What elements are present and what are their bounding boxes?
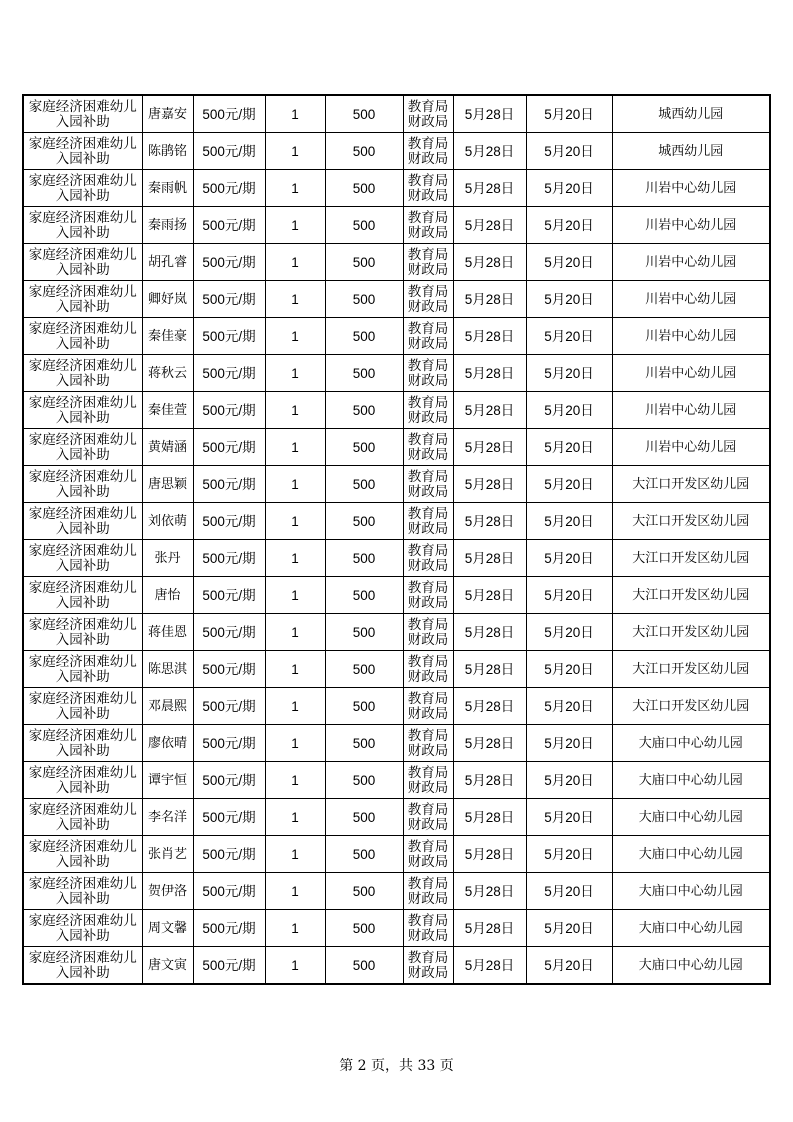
child-name-cell: 黄婧涵 — [142, 429, 193, 466]
kindergarten-cell: 大庙口中心幼儿园 — [612, 799, 770, 836]
count-cell: 1 — [265, 651, 325, 688]
date-cell: 5月28日 — [453, 281, 526, 318]
date-cell: 5月28日 — [453, 614, 526, 651]
subsidy-item-cell: 家庭经济困难幼儿入园补助 — [23, 836, 142, 873]
table-body — [23, 95, 770, 984]
date-cell: 5月20日 — [526, 503, 612, 540]
count-cell: 1 — [265, 392, 325, 429]
kindergarten-cell: 大江口开发区幼儿园 — [612, 688, 770, 725]
date-cell: 5月20日 — [526, 614, 612, 651]
kindergarten-cell: 大江口开发区幼儿园 — [612, 503, 770, 540]
standard-cell: 500元/期 — [193, 95, 265, 133]
standard-cell: 500元/期 — [193, 577, 265, 614]
subsidy-item-cell: 家庭经济困难幼儿入园补助 — [23, 873, 142, 910]
subsidy-item-cell: 家庭经济困难幼儿入园补助 — [23, 466, 142, 503]
table-row — [23, 577, 770, 614]
amount-cell: 500 — [325, 540, 403, 577]
kindergarten-cell: 大江口开发区幼儿园 — [612, 614, 770, 651]
count-cell: 1 — [265, 688, 325, 725]
kindergarten-cell: 大庙口中心幼儿园 — [612, 873, 770, 910]
date-cell: 5月28日 — [453, 540, 526, 577]
department-cell: 教育局财政局 — [403, 355, 453, 392]
standard-cell: 500元/期 — [193, 947, 265, 985]
count-cell: 1 — [265, 614, 325, 651]
amount-cell: 500 — [325, 577, 403, 614]
standard-cell: 500元/期 — [193, 244, 265, 281]
page-number: 第 2 页，共 33 页 — [339, 1058, 454, 1074]
date-cell: 5月28日 — [453, 170, 526, 207]
date-cell: 5月20日 — [526, 281, 612, 318]
count-cell: 1 — [265, 355, 325, 392]
date-cell: 5月28日 — [453, 392, 526, 429]
subsidy-item-cell: 家庭经济困难幼儿入园补助 — [23, 725, 142, 762]
date-cell: 5月20日 — [526, 540, 612, 577]
department-cell: 教育局财政局 — [403, 170, 453, 207]
subsidy-item-cell: 家庭经济困难幼儿入园补助 — [23, 540, 142, 577]
date-cell: 5月20日 — [526, 133, 612, 170]
date-cell: 5月28日 — [453, 318, 526, 355]
date-cell: 5月20日 — [526, 799, 612, 836]
date-cell: 5月20日 — [526, 688, 612, 725]
department-cell: 教育局财政局 — [403, 133, 453, 170]
amount-cell: 500 — [325, 170, 403, 207]
standard-cell: 500元/期 — [193, 540, 265, 577]
table-row — [23, 466, 770, 503]
child-name-cell: 贺伊洛 — [142, 873, 193, 910]
child-name-cell: 陈鹃铭 — [142, 133, 193, 170]
table-row — [23, 762, 770, 799]
child-name-cell: 秦雨帆 — [142, 170, 193, 207]
kindergarten-cell: 大庙口中心幼儿园 — [612, 836, 770, 873]
department-cell: 教育局财政局 — [403, 207, 453, 244]
amount-cell: 500 — [325, 688, 403, 725]
standard-cell: 500元/期 — [193, 910, 265, 947]
department-cell: 教育局财政局 — [403, 651, 453, 688]
date-cell: 5月28日 — [453, 873, 526, 910]
amount-cell: 500 — [325, 95, 403, 133]
child-name-cell: 唐文寅 — [142, 947, 193, 985]
department-cell: 教育局财政局 — [403, 910, 453, 947]
date-cell: 5月28日 — [453, 503, 526, 540]
department-cell: 教育局财政局 — [403, 95, 453, 133]
date-cell: 5月20日 — [526, 836, 612, 873]
date-cell: 5月20日 — [526, 318, 612, 355]
date-cell: 5月20日 — [526, 873, 612, 910]
child-name-cell: 秦佳豪 — [142, 318, 193, 355]
date-cell: 5月28日 — [453, 244, 526, 281]
standard-cell: 500元/期 — [193, 651, 265, 688]
kindergarten-cell: 川岩中心幼儿园 — [612, 355, 770, 392]
subsidy-item-cell: 家庭经济困难幼儿入园补助 — [23, 910, 142, 947]
table-row — [23, 503, 770, 540]
standard-cell: 500元/期 — [193, 392, 265, 429]
date-cell: 5月28日 — [453, 799, 526, 836]
amount-cell: 500 — [325, 762, 403, 799]
subsidy-item-cell: 家庭经济困难幼儿入园补助 — [23, 170, 142, 207]
date-cell: 5月20日 — [526, 651, 612, 688]
department-cell: 教育局财政局 — [403, 318, 453, 355]
department-cell: 教育局财政局 — [403, 577, 453, 614]
count-cell: 1 — [265, 318, 325, 355]
kindergarten-cell: 川岩中心幼儿园 — [612, 207, 770, 244]
standard-cell: 500元/期 — [193, 318, 265, 355]
standard-cell: 500元/期 — [193, 429, 265, 466]
table-row — [23, 133, 770, 170]
count-cell: 1 — [265, 910, 325, 947]
kindergarten-cell: 大庙口中心幼儿园 — [612, 947, 770, 985]
amount-cell: 500 — [325, 651, 403, 688]
child-name-cell: 陈思淇 — [142, 651, 193, 688]
count-cell: 1 — [265, 725, 325, 762]
date-cell: 5月20日 — [526, 429, 612, 466]
kindergarten-cell: 大庙口中心幼儿园 — [612, 910, 770, 947]
kindergarten-cell: 川岩中心幼儿园 — [612, 392, 770, 429]
child-name-cell: 周文馨 — [142, 910, 193, 947]
amount-cell: 500 — [325, 503, 403, 540]
subsidy-item-cell: 家庭经济困难幼儿入园补助 — [23, 614, 142, 651]
standard-cell: 500元/期 — [193, 133, 265, 170]
date-cell: 5月28日 — [453, 95, 526, 133]
date-cell: 5月28日 — [453, 355, 526, 392]
department-cell: 教育局财政局 — [403, 725, 453, 762]
department-cell: 教育局财政局 — [403, 281, 453, 318]
table-row — [23, 836, 770, 873]
subsidy-item-cell: 家庭经济困难幼儿入园补助 — [23, 762, 142, 799]
child-name-cell: 谭宇恒 — [142, 762, 193, 799]
child-name-cell: 秦佳萱 — [142, 392, 193, 429]
table-row — [23, 614, 770, 651]
kindergarten-cell: 川岩中心幼儿园 — [612, 318, 770, 355]
subsidy-item-cell: 家庭经济困难幼儿入园补助 — [23, 95, 142, 133]
kindergarten-cell: 大江口开发区幼儿园 — [612, 540, 770, 577]
table-row — [23, 244, 770, 281]
table-row — [23, 799, 770, 836]
date-cell: 5月20日 — [526, 392, 612, 429]
child-name-cell: 邓晨熙 — [142, 688, 193, 725]
table-row — [23, 355, 770, 392]
date-cell: 5月28日 — [453, 207, 526, 244]
standard-cell: 500元/期 — [193, 503, 265, 540]
amount-cell: 500 — [325, 947, 403, 985]
amount-cell: 500 — [325, 133, 403, 170]
kindergarten-cell: 大江口开发区幼儿园 — [612, 466, 770, 503]
date-cell: 5月28日 — [453, 429, 526, 466]
subsidy-item-cell: 家庭经济困难幼儿入园补助 — [23, 281, 142, 318]
count-cell: 1 — [265, 873, 325, 910]
department-cell: 教育局财政局 — [403, 799, 453, 836]
subsidy-item-cell: 家庭经济困难幼儿入园补助 — [23, 947, 142, 985]
child-name-cell: 唐怡 — [142, 577, 193, 614]
amount-cell: 500 — [325, 318, 403, 355]
count-cell: 1 — [265, 95, 325, 133]
amount-cell: 500 — [325, 466, 403, 503]
table-row — [23, 910, 770, 947]
department-cell: 教育局财政局 — [403, 762, 453, 799]
standard-cell: 500元/期 — [193, 170, 265, 207]
department-cell: 教育局财政局 — [403, 503, 453, 540]
child-name-cell: 胡孔睿 — [142, 244, 193, 281]
subsidy-item-cell: 家庭经济困难幼儿入园补助 — [23, 244, 142, 281]
subsidy-item-cell: 家庭经济困难幼儿入园补助 — [23, 133, 142, 170]
subsidy-item-cell: 家庭经济困难幼儿入园补助 — [23, 318, 142, 355]
standard-cell: 500元/期 — [193, 762, 265, 799]
count-cell: 1 — [265, 170, 325, 207]
date-cell: 5月20日 — [526, 762, 612, 799]
kindergarten-cell: 川岩中心幼儿园 — [612, 170, 770, 207]
child-name-cell: 唐思颖 — [142, 466, 193, 503]
standard-cell: 500元/期 — [193, 466, 265, 503]
table-row — [23, 947, 770, 985]
subsidy-item-cell: 家庭经济困难幼儿入园补助 — [23, 355, 142, 392]
date-cell: 5月20日 — [526, 170, 612, 207]
date-cell: 5月28日 — [453, 910, 526, 947]
kindergarten-cell: 川岩中心幼儿园 — [612, 244, 770, 281]
department-cell: 教育局财政局 — [403, 688, 453, 725]
count-cell: 1 — [265, 281, 325, 318]
amount-cell: 500 — [325, 207, 403, 244]
date-cell: 5月20日 — [526, 207, 612, 244]
table-row — [23, 873, 770, 910]
count-cell: 1 — [265, 429, 325, 466]
kindergarten-cell: 大庙口中心幼儿园 — [612, 725, 770, 762]
department-cell: 教育局财政局 — [403, 466, 453, 503]
amount-cell: 500 — [325, 392, 403, 429]
child-name-cell: 李名洋 — [142, 799, 193, 836]
table-row — [23, 392, 770, 429]
child-name-cell: 刘依萌 — [142, 503, 193, 540]
department-cell: 教育局财政局 — [403, 614, 453, 651]
subsidy-item-cell: 家庭经济困难幼儿入园补助 — [23, 392, 142, 429]
count-cell: 1 — [265, 244, 325, 281]
count-cell: 1 — [265, 947, 325, 985]
kindergarten-cell: 大江口开发区幼儿园 — [612, 577, 770, 614]
subsidy-item-cell: 家庭经济困难幼儿入园补助 — [23, 429, 142, 466]
child-name-cell: 张肖艺 — [142, 836, 193, 873]
kindergarten-cell: 川岩中心幼儿园 — [612, 429, 770, 466]
kindergarten-cell: 川岩中心幼儿园 — [612, 281, 770, 318]
table-row — [23, 651, 770, 688]
standard-cell: 500元/期 — [193, 873, 265, 910]
date-cell: 5月20日 — [526, 725, 612, 762]
standard-cell: 500元/期 — [193, 207, 265, 244]
table-row — [23, 281, 770, 318]
subsidy-item-cell: 家庭经济困难幼儿入园补助 — [23, 799, 142, 836]
table-row — [23, 207, 770, 244]
amount-cell: 500 — [325, 725, 403, 762]
kindergarten-cell: 大江口开发区幼儿园 — [612, 651, 770, 688]
table-row — [23, 725, 770, 762]
date-cell: 5月28日 — [453, 725, 526, 762]
count-cell: 1 — [265, 466, 325, 503]
count-cell: 1 — [265, 799, 325, 836]
date-cell: 5月20日 — [526, 466, 612, 503]
amount-cell: 500 — [325, 836, 403, 873]
count-cell: 1 — [265, 207, 325, 244]
standard-cell: 500元/期 — [193, 725, 265, 762]
child-name-cell: 蒋佳恩 — [142, 614, 193, 651]
standard-cell: 500元/期 — [193, 355, 265, 392]
date-cell: 5月28日 — [453, 836, 526, 873]
subsidy-item-cell: 家庭经济困难幼儿入园补助 — [23, 503, 142, 540]
date-cell: 5月28日 — [453, 947, 526, 985]
kindergarten-cell: 城西幼儿园 — [612, 133, 770, 170]
standard-cell: 500元/期 — [193, 281, 265, 318]
standard-cell: 500元/期 — [193, 688, 265, 725]
amount-cell: 500 — [325, 799, 403, 836]
child-name-cell: 蒋秋云 — [142, 355, 193, 392]
table-row — [23, 688, 770, 725]
date-cell: 5月28日 — [453, 651, 526, 688]
count-cell: 1 — [265, 836, 325, 873]
department-cell: 教育局财政局 — [403, 429, 453, 466]
date-cell: 5月28日 — [453, 133, 526, 170]
department-cell: 教育局财政局 — [403, 540, 453, 577]
standard-cell: 500元/期 — [193, 836, 265, 873]
child-name-cell: 秦雨扬 — [142, 207, 193, 244]
child-name-cell: 卿妤岚 — [142, 281, 193, 318]
count-cell: 1 — [265, 540, 325, 577]
table-row — [23, 429, 770, 466]
amount-cell: 500 — [325, 614, 403, 651]
department-cell: 教育局财政局 — [403, 392, 453, 429]
date-cell: 5月20日 — [526, 910, 612, 947]
department-cell: 教育局财政局 — [403, 947, 453, 985]
department-cell: 教育局财政局 — [403, 244, 453, 281]
table-row — [23, 318, 770, 355]
count-cell: 1 — [265, 762, 325, 799]
kindergarten-cell: 大庙口中心幼儿园 — [612, 762, 770, 799]
amount-cell: 500 — [325, 281, 403, 318]
department-cell: 教育局财政局 — [403, 873, 453, 910]
date-cell: 5月28日 — [453, 688, 526, 725]
amount-cell: 500 — [325, 429, 403, 466]
count-cell: 1 — [265, 577, 325, 614]
date-cell: 5月20日 — [526, 355, 612, 392]
subsidy-item-cell: 家庭经济困难幼儿入园补助 — [23, 207, 142, 244]
date-cell: 5月28日 — [453, 466, 526, 503]
date-cell: 5月28日 — [453, 762, 526, 799]
date-cell: 5月20日 — [526, 947, 612, 985]
subsidy-table — [22, 94, 771, 985]
amount-cell: 500 — [325, 355, 403, 392]
table-row — [23, 95, 770, 133]
date-cell: 5月20日 — [526, 95, 612, 133]
amount-cell: 500 — [325, 873, 403, 910]
kindergarten-cell: 城西幼儿园 — [612, 95, 770, 133]
standard-cell: 500元/期 — [193, 614, 265, 651]
date-cell: 5月20日 — [526, 577, 612, 614]
table-row — [23, 170, 770, 207]
standard-cell: 500元/期 — [193, 799, 265, 836]
count-cell: 1 — [265, 133, 325, 170]
subsidy-item-cell: 家庭经济困难幼儿入园补助 — [23, 577, 142, 614]
child-name-cell: 唐嘉安 — [142, 95, 193, 133]
count-cell: 1 — [265, 503, 325, 540]
department-cell: 教育局财政局 — [403, 836, 453, 873]
child-name-cell: 张丹 — [142, 540, 193, 577]
subsidy-item-cell: 家庭经济困难幼儿入园补助 — [23, 651, 142, 688]
subsidy-item-cell: 家庭经济困难幼儿入园补助 — [23, 688, 142, 725]
date-cell: 5月28日 — [453, 577, 526, 614]
amount-cell: 500 — [325, 910, 403, 947]
table-row — [23, 540, 770, 577]
child-name-cell: 廖依晴 — [142, 725, 193, 762]
date-cell: 5月20日 — [526, 244, 612, 281]
amount-cell: 500 — [325, 244, 403, 281]
